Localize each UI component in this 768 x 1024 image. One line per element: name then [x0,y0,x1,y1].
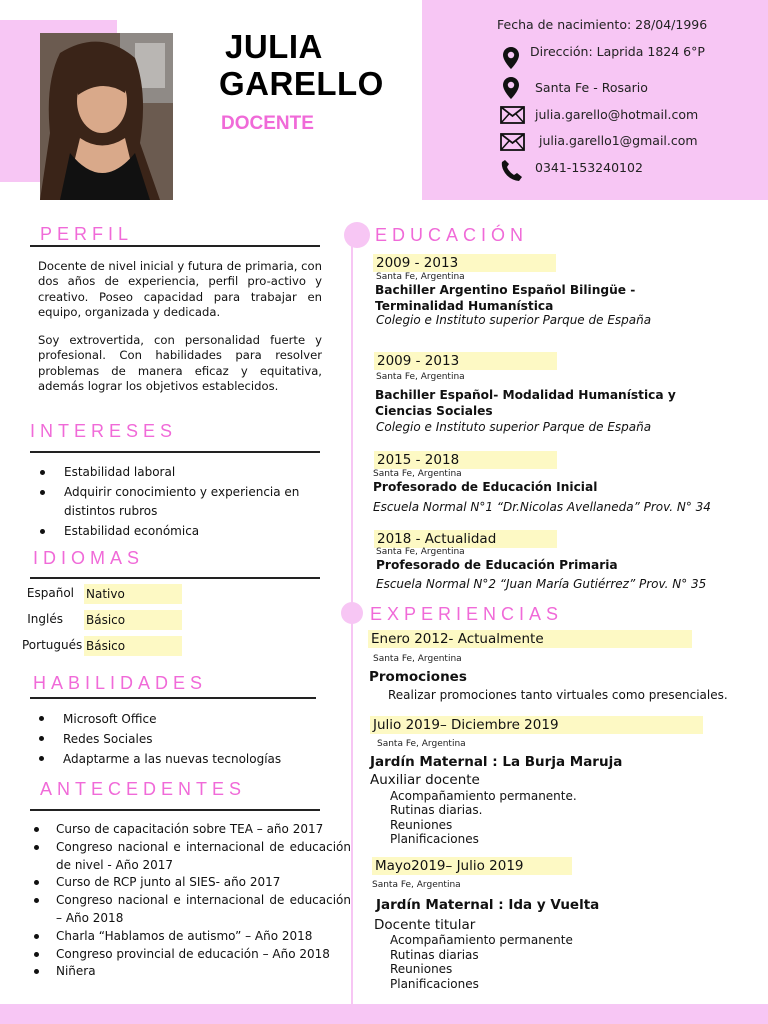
language-name: Español [26,586,74,600]
experience-organization: Promociones [369,669,467,685]
contact-birthdate: Fecha de nacimiento: 28/04/1996 [497,17,708,32]
education-institution: Escuela Normal N°1 “Dr.Nicolas Avellaneda” Prov. N° 34 [373,500,711,514]
profile-photo [40,33,173,200]
list-item: Niñera [30,963,351,981]
education-date: 2009 - 2013 [374,352,557,370]
language-level: Básico [84,636,182,656]
experience-task: Acompañamiento permanente. [390,789,577,803]
list-item: Congreso nacional e internacional de educación de nivel - Año 2017 [30,839,351,875]
experience-task: Reuniones [390,818,453,832]
list-item: Curso de RCP junto al SIES- año 2017 [30,874,351,892]
contact-address: Dirección: Laprida 1824 6°P [530,44,705,59]
contact-email-2[interactable]: julia.garello1@gmail.com [539,133,698,148]
education-location: Santa Fe, Argentina [376,547,465,557]
profile-paragraph-2: Soy extrovertida, con personalidad fuerte y profesional. Con habilidades para resolver problemas de manera eficaz y equitativa, además lograr los objetivos establecidos. [38,333,322,393]
name-last: GARELLO [219,65,384,102]
experience-date: Mayo2019– Julio 2019 [372,857,572,875]
list-item: Curso de capacitación sobre TEA – año 2017 [30,821,351,839]
language-name: Inglés [27,612,63,626]
envelope-icon [500,133,525,151]
list-item: Estabilidad laboral [34,463,354,483]
experience-task: Planificaciones [390,977,479,991]
experience-task: Rutinas diarias. [390,803,483,817]
role-title: DOCENTE [221,113,314,134]
section-heading-interests: INTERESES [30,421,178,441]
divider [30,697,316,699]
experience-location: Santa Fe, Argentina [373,654,462,664]
phone-icon [500,158,524,182]
list-item: Microsoft Office [33,709,333,729]
experience-description: Realizar promociones tanto virtuales como presenciales. [388,688,728,702]
timeline-dot [341,602,363,624]
experience-task: Planificaciones [390,832,479,846]
profile-paragraph-1: Docente de nivel inicial y futura de primaria, con dos años de experiencia, perfil pro-activo y creativo. Poseo capacidad para trabajar en equipo, organizada y dedicada. [38,259,322,319]
list-item: Congreso nacional e internacional de educación – Año 2018 [30,892,351,928]
divider [30,245,320,247]
timeline-dot [344,222,370,248]
footer-bar [0,1004,768,1024]
interests-list [34,463,354,541]
experience-task: Acompañamiento permanente [390,933,573,947]
contact-phone: 0341-153240102 [535,160,643,175]
education-date: 2015 - 2018 [374,451,557,469]
education-location: Santa Fe, Argentina [376,272,465,282]
divider [30,451,320,453]
list-item: Charla “Hablamos de autismo” – Año 2018 [30,928,351,946]
language-level: Nativo [84,584,182,604]
section-heading-experience: EXPERIENCIAS [370,604,564,624]
education-title: Bachiller Argentino Español Bilingüe - Terminalidad Humanística [375,283,636,313]
experience-task: Rutinas diarias [390,948,479,962]
education-date: 2018 - Actualidad [374,530,557,548]
contact-email-1[interactable]: julia.garello@hotmail.com [535,107,699,122]
divider [30,809,320,811]
experience-date: Enero 2012- Actualmente [368,630,692,648]
experience-organization: Jardín Maternal : Ida y Vuelta [376,897,600,913]
education-date: 2009 - 2013 [373,254,556,272]
envelope-icon [500,106,525,124]
experience-location: Santa Fe, Argentina [377,739,466,749]
location-pin-icon [502,76,520,100]
experience-task: Reuniones [390,962,453,976]
list-item: Redes Sociales [33,729,333,749]
language-name: Portugués [22,638,83,652]
language-level: Básico [84,610,182,630]
education-title: Profesorado de Educación Primaria [376,558,618,572]
location-pin-icon [502,46,520,70]
name-first: JULIA [225,28,323,65]
contact-city: Santa Fe - Rosario [535,80,648,95]
list-item: Estabilidad económica [34,522,354,542]
education-institution: Escuela Normal N°2 “Juan María Gutiérrez” Prov. N° 35 [376,577,707,591]
education-location: Santa Fe, Argentina [373,469,462,479]
divider [30,577,320,579]
list-item: Adaptarme a las nuevas tecnologías [33,749,333,769]
skills-list [33,709,333,769]
experience-location: Santa Fe, Argentina [372,880,461,890]
experience-role: Docente titular [374,917,476,933]
list-item: Adquirir conocimiento y experiencia en distintos rubros [34,483,354,522]
experience-date: Julio 2019– Diciembre 2019 [370,716,703,734]
education-title: Bachiller Español- Modalidad Humanística y Ciencias Sociales [375,388,676,418]
education-institution: Colegio e Instituto superior Parque de España [376,313,652,327]
education-institution: Colegio e Instituto superior Parque de España [376,420,652,434]
education-location: Santa Fe, Argentina [376,372,465,382]
section-heading-skills: HABILIDADES [33,673,208,693]
section-heading-profile: PERFIL [40,224,134,244]
education-title: Profesorado de Educación Inicial [373,480,598,494]
section-heading-background: ANTECEDENTES [40,779,247,799]
experience-organization: Jardín Maternal : La Burja Maruja [370,754,623,770]
section-heading-languages: IDIOMAS [33,548,145,568]
background-list [30,821,351,981]
experience-role: Auxiliar docente [370,772,480,788]
section-heading-education: EDUCACIÓN [375,225,529,245]
list-item: Congreso provincial de educación – Año 2018 [30,946,351,964]
